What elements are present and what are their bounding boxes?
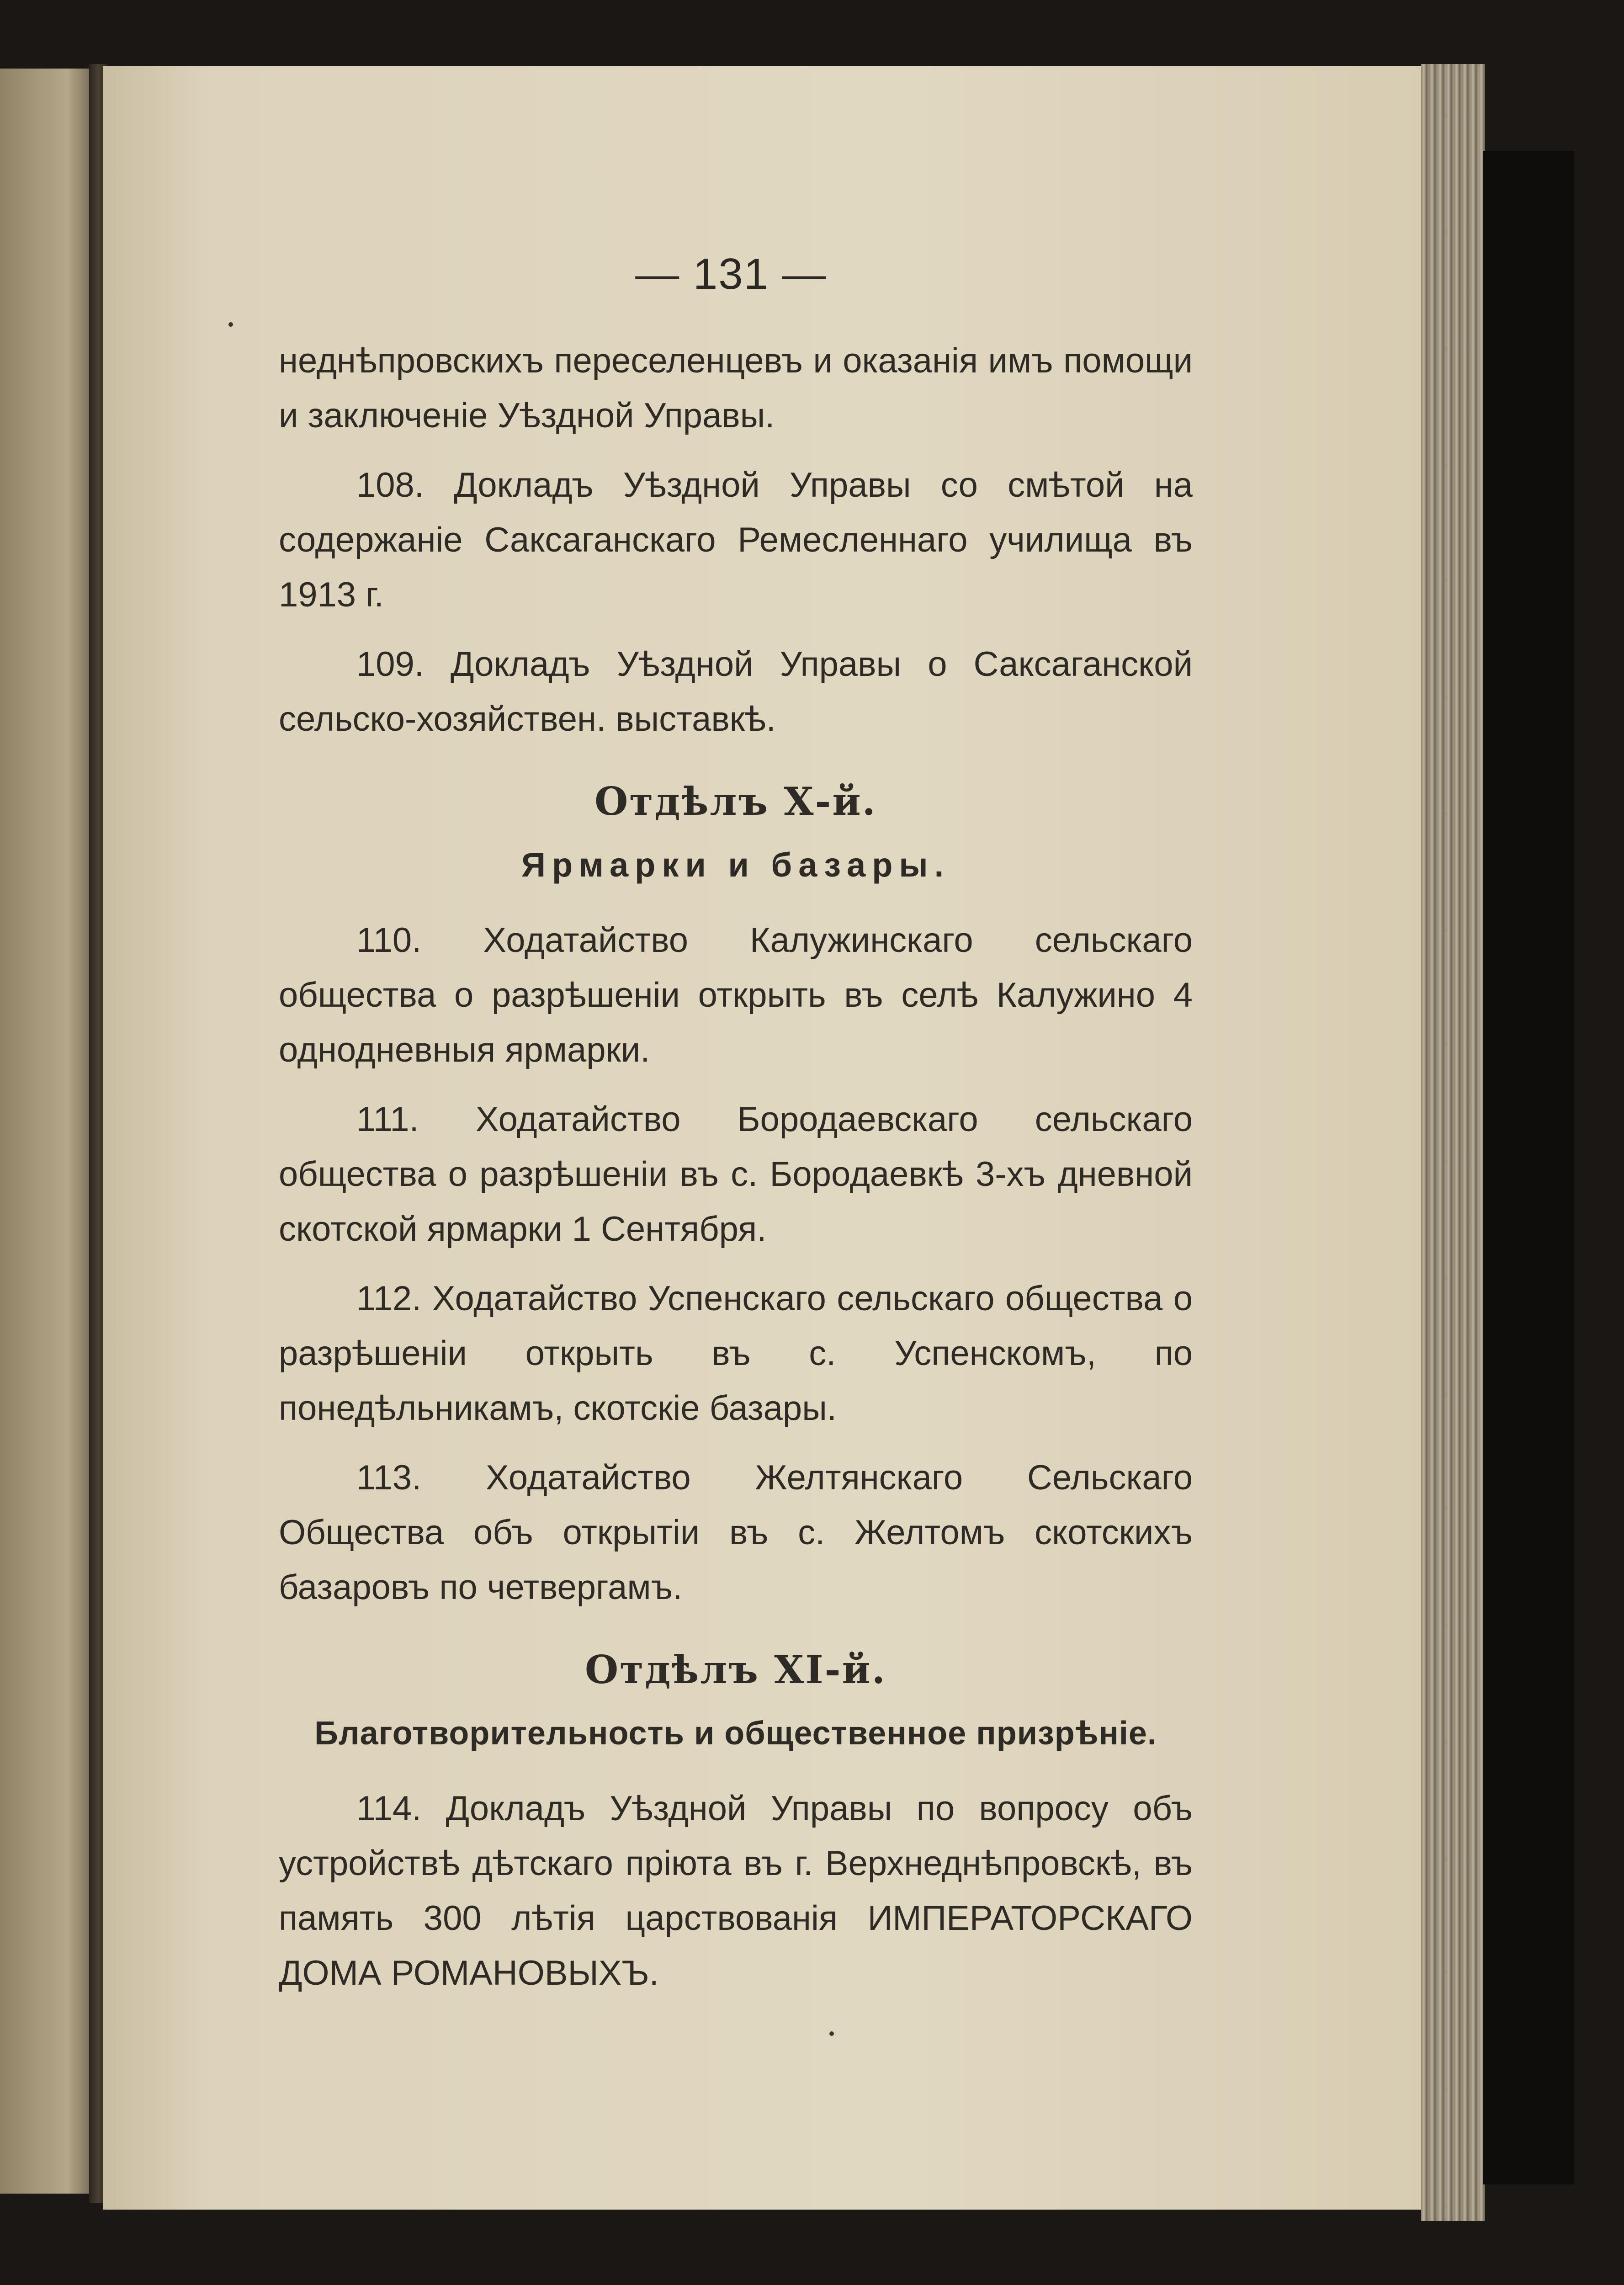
section-x-subtitle: Ярмарки и базары. [521,846,950,884]
book-binding [1483,151,1574,2184]
paragraph-continued: неднѣпровскихъ переселенцевъ и оказанія имъ помощи и заключеніе Уѣздной Управы. [279,341,1193,435]
page-number: — 131 — [635,250,827,298]
page-stack-edges [1421,64,1485,2221]
ink-speck [228,322,233,327]
paragraph-item-110: 110. Ходатайство Калужинскаго сельскаго общества о разрѣшеніи открыть въ селѣ Калужино 4 однодневныя ярмарки. [279,921,1193,1069]
previous-page-edge [0,69,96,2194]
paragraph-item-113: 113. Ходатайство Желтянскаго Сельскаго Общества объ открытіи въ с. Желтомъ скотскихъ базаровъ по четвергамъ. [279,1458,1193,1607]
ink-speck [829,2031,834,2036]
paragraph-item-108: 108. Докладъ Уѣздной Управы со смѣтой на содержаніе Саксаганскаго Ремесленнаго училища въ 1913 г. [279,466,1193,614]
paragraph-item-114: 114. Докладъ Уѣздной Управы по вопросу объ устройствѣ дѣтскаго пріюта въ г. Верхнеднѣпровскѣ, въ память 300 лѣтія царствованія ИМПЕРАТОРСКАГО ДОМА РОМАНОВЫХЪ. [279,1789,1193,1993]
paragraph-item-112: 112. Ходатайство Успенскаго сельскаго общества о разрѣшеніи открыть въ с. Успенскомъ, по понедѣльникамъ, скотскіе базары. [279,1279,1193,1428]
page-body [279,334,1193,2015]
section-x-title: Отдѣлъ Х-й. [594,779,877,824]
section-xi-title: Отдѣлъ ХІ-й. [584,1647,887,1692]
paragraph-item-109: 109. Докладъ Уѣздной Управы о Саксаганской сельско-хозяйствен. выставкѣ. [279,645,1193,739]
section-xi-subtitle: Благотворительность и общественное призрѣніе. [314,1715,1157,1752]
paragraph-item-111: 111. Ходатайство Бородаевскаго сельскаго общества о разрѣшеніи въ с. Бородаевкѣ 3-хъ дневной скотской ярмарки 1 Сентября. [279,1100,1193,1249]
